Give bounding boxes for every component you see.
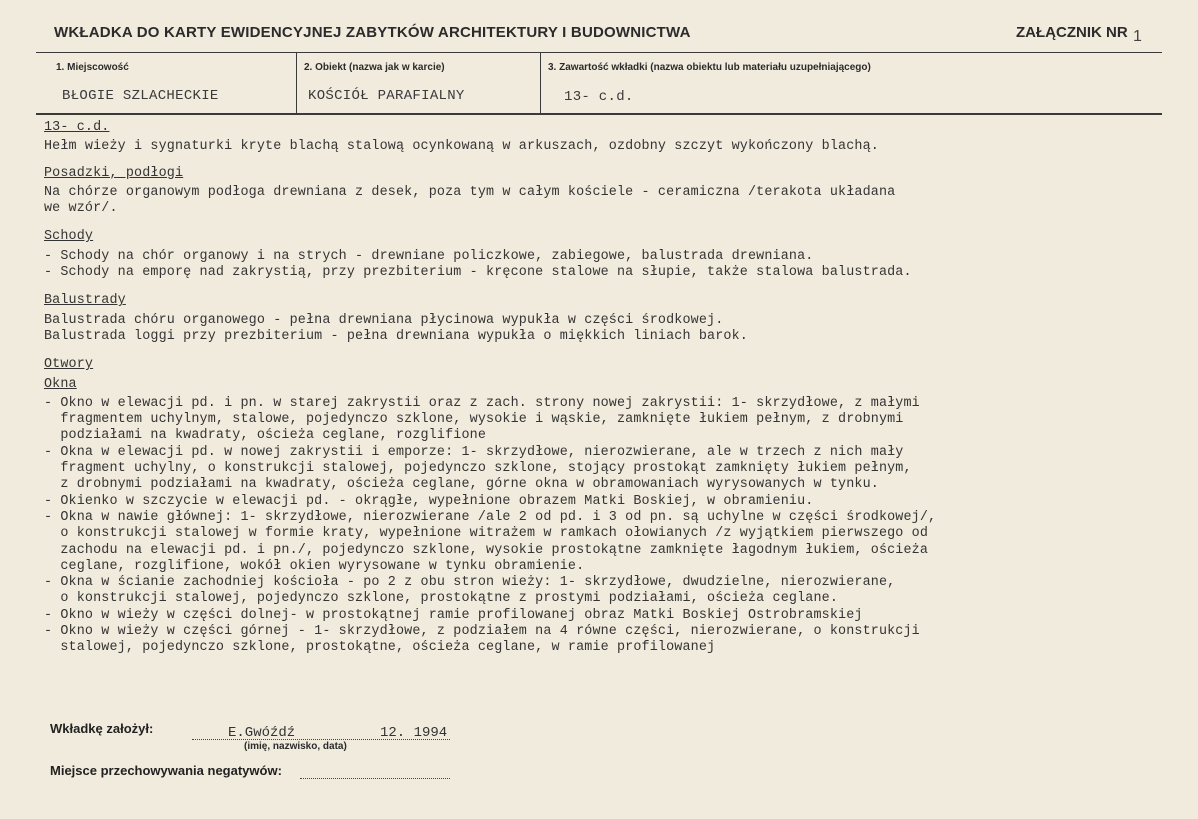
description-body [44,120,1154,657]
section-heading-stairs: Schody [44,229,94,245]
text-line: - Okienko w szczycie w elewacji pd. - okrągłe, wypełnione obrazem Matki Boskiej, w obramieniu. [44,493,814,509]
text-line: - Schody na chór organowy i na strych - drewniane policzkowe, zabiegowe, balustrada drewniana. [44,248,814,264]
text-line: - Okno w wieży w części górnej - 1- skrzydłowe, z podziałem na 4 równe części, nierozwierane, o konstrukcji [44,624,920,640]
negatives-line [300,778,450,779]
contents-value: 13- c.d. [564,89,634,105]
author-label: Wkładkę założył: [50,721,154,736]
section-heading-balustrades: Balustrady [44,293,126,309]
card-title: WKŁADKA DO KARTY EWIDENCYJNEJ ZABYTKÓW ARCHITEKTURY I BUDOWNICTWA [54,24,691,41]
text-line: o konstrukcji stalowej w formie kraty, wypełnione witrażem w ramkach ołowianych /z wyjątkiem pierwszego od [44,526,929,542]
author-name: E.Gwóźdź [228,725,296,741]
locality-label: 1. Miejscowość [56,62,129,73]
text-line: fragment uchylny, o konstrukcji stalowej, pojedynczo szklone, stojący prostokąt zamknięty łukiem pełnym, [44,461,912,477]
header-rule-bottom [36,113,1162,115]
section-heading-openings: Otwory [44,357,94,373]
author-hint: (imię, nazwisko, data) [244,741,347,752]
object-label: 2. Obiekt (nazwa jak w karcie) [304,62,445,73]
text-line: - Okno w wieży w części dolnej- w prostokątnej ramie profilowanej obraz Matki Boskiej Ostrobramskiej [44,607,863,623]
negatives-label: Miejsce przechowywania negatywów: [50,763,282,778]
text-line: podziałami na kwadraty, ościeża ceglane, rozglifione [44,428,487,444]
text-line: z drobnymi podziałami na kwadraty, ościeża ceglane, górne okna w obramowaniach wyrysowanych w tynku. [44,477,879,493]
author-date: 12. 1994 [380,725,448,741]
locality-value: BŁOGIE SZLACHECKIE [62,88,219,104]
text-line: stalowej, pojedynczo szklone, prostokątne, ościeża ceglane, w ramie profilowanej [44,640,716,656]
text-line: ceglane, rozglifione, wokół okien wyrysowane w tynku obramienie. [44,558,585,574]
section-heading-windows: Okna [44,376,77,392]
text-line: - Schody na emporę nad zakrystią, przy prezbiterium - kręcone stalowe na słupie, także stalowa balustrada. [44,265,912,281]
header-rule-top [36,52,1162,53]
text-line: o konstrukcji stalowej, pojedynczo szklone, prostokątne z prostymi podziałami, ościeża ceglane. [44,591,839,607]
text-line: Balustrada chóru organowego - pełna drewniana płycinowa wypukła w części środkowej. [44,312,724,328]
text-line: Balustrada loggi przy prezbiterium - pełna drewniana wypukła o miękkich liniach barok. [44,328,748,344]
text-line: - Okna w elewacji pd. w nowej zakrystii i emporze: 1- skrzydłowe, nierozwierane, ale w trzech z nich mały [44,444,904,460]
annex-label: ZAŁĄCZNIK NR [1016,24,1128,41]
text-line: - Okna w ścianie zachodniej kościoła - po 2 z obu stron wieży: 1- skrzydłowe, dwudzielne, nierozwierane, [44,575,896,591]
text-line: - Okno w elewacji pd. i pn. w starej zakrystii oraz z zach. strony nowej zakrystii: 1- skrzydłowe, z małymi [44,395,920,411]
object-value: KOŚCIÓŁ PARAFIALNY [308,88,465,104]
contents-label: 3. Zawartość wkładki (nazwa obiektu lub materiału uzupełniającego) [548,62,871,73]
text-line: Na chórze organowym podłoga drewniana z desek, poza tym w całym kościele - ceramiczna /terakota układana [44,184,896,200]
text-line: fragmentem uchylnym, stalowe, pojedynczo szklone, wysokie i wąskie, zamknięte łukiem pełnym, z drobnymi [44,412,904,428]
header-divider-2 [540,53,541,113]
section-heading-continuation: 13- c.d. [44,120,110,135]
header-divider-1 [296,53,297,113]
text-line: Hełm wieży i sygnaturki kryte blachą stalową ocynkowaną w arkuszach, ozdobny szczyt wykończony blachą. [44,139,879,155]
section-heading-floors: Posadzki, podłogi [44,165,184,181]
text-line: zachodu na elewacji pd. i pn./, pojedynczo szklone, wysokie prostokątne zamknięte łagodnym łukiem, ościeża [44,542,929,558]
annex-number: 1 [1133,28,1142,45]
text-line: - Okna w nawie głównej: 1- skrzydłowe, nierozwierane /ale 2 od pd. i 3 od pn. są uchylne w części środkowej/, [44,509,937,525]
text-line: we wzór/. [44,201,118,217]
